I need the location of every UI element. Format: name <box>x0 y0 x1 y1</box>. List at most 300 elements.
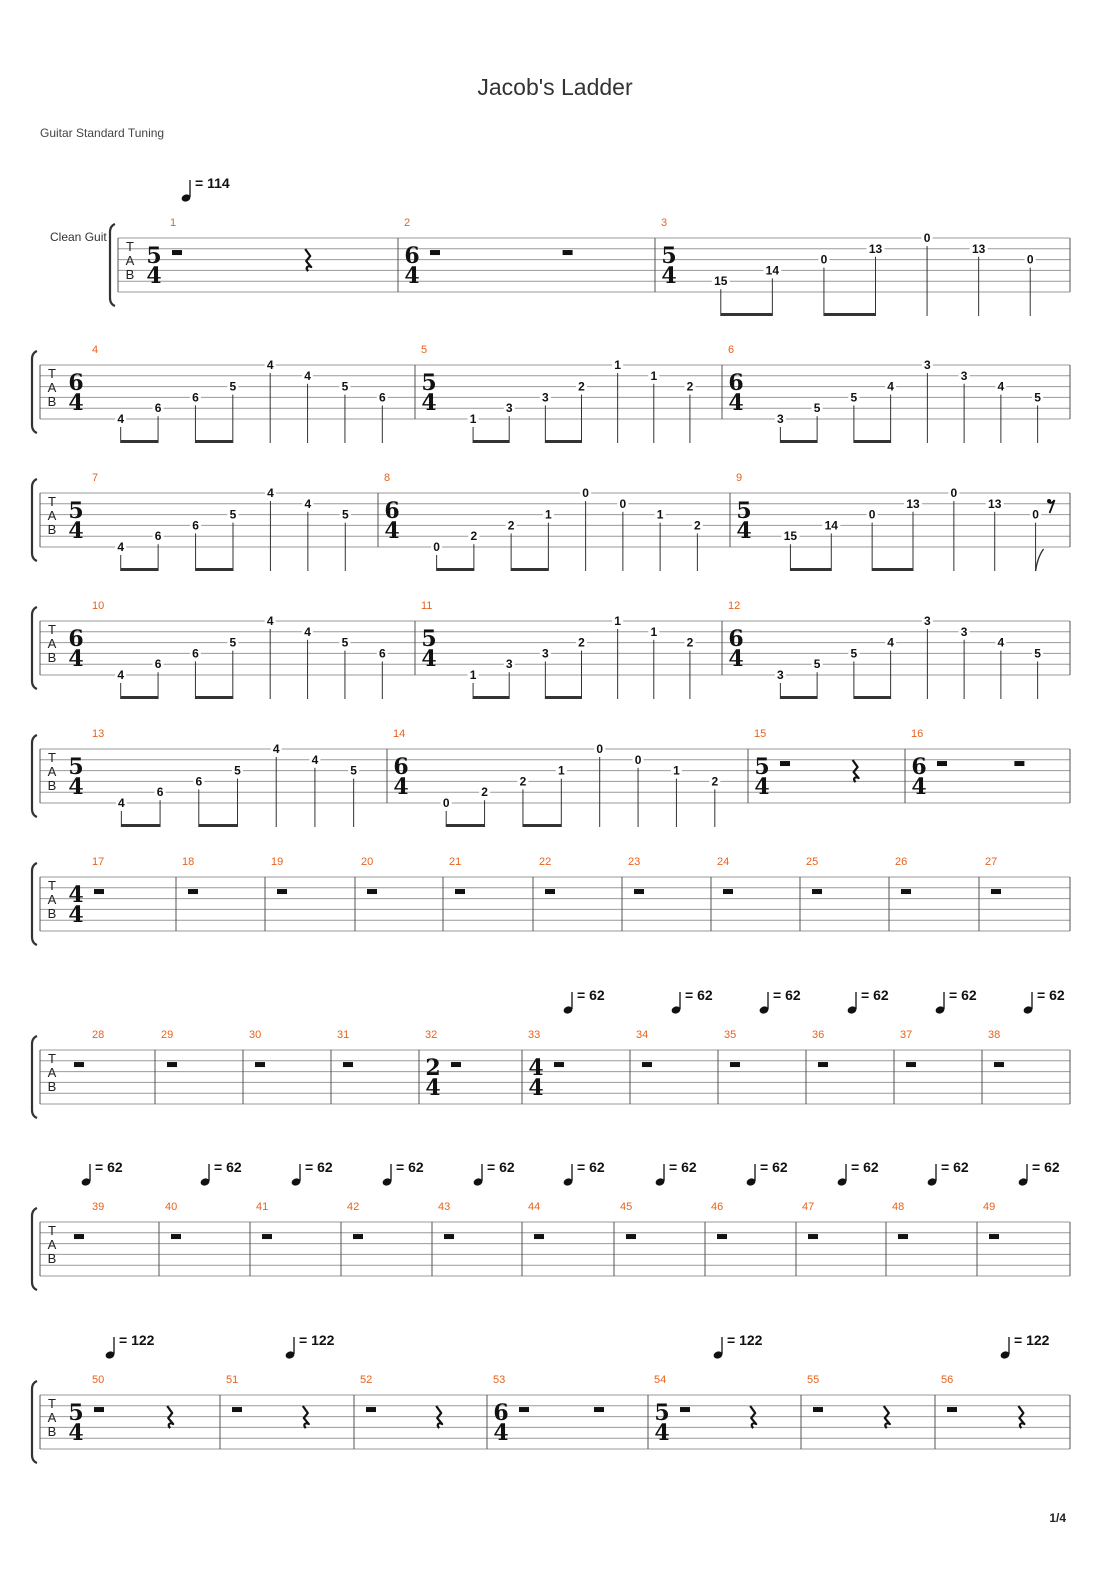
measure-number: 52 <box>360 1374 373 1386</box>
beam <box>523 824 561 827</box>
fret-number: 0 <box>1026 252 1034 267</box>
tab-clef-letter: A <box>47 508 57 523</box>
tempo-marking: = 62 <box>487 1159 515 1175</box>
half-rest <box>366 1407 376 1412</box>
half-rest <box>188 889 198 894</box>
fret-number: 14 <box>824 518 838 533</box>
staff-system <box>110 175 1070 316</box>
system-bracket <box>110 224 115 306</box>
beam <box>121 696 158 699</box>
tempo-marking: = 62 <box>851 1159 879 1175</box>
staff-system <box>32 987 1070 1118</box>
measure-number: 6 <box>728 344 735 356</box>
tempo-marking: = 114 <box>195 175 230 191</box>
measure-number: 9 <box>736 472 743 484</box>
tab-clef-letter: A <box>47 1237 57 1252</box>
time-signature-bottom: 4 <box>68 774 84 800</box>
measure-number: 55 <box>807 1374 820 1386</box>
tab-clef-letter: B <box>47 1079 57 1094</box>
fret-number: 3 <box>777 412 784 426</box>
time-signature-bottom: 4 <box>528 1075 544 1101</box>
measure-number: 12 <box>728 600 741 612</box>
time-signature-top: 5 <box>421 370 437 396</box>
measure-number: 27 <box>985 856 998 868</box>
measure-number: 13 <box>92 728 105 740</box>
fret-number: 3 <box>924 358 931 372</box>
fret-number: 4 <box>267 486 274 500</box>
measure-number: 21 <box>449 856 462 868</box>
time-signature-bottom: 4 <box>493 1420 509 1446</box>
measure-number: 5 <box>421 344 428 356</box>
time-signature-top: 2 <box>425 1055 441 1081</box>
fret-number: 4 <box>118 796 125 810</box>
time-signature-bottom: 4 <box>425 1075 441 1101</box>
fret-number: 4 <box>304 496 312 511</box>
half-rest <box>451 1062 461 1067</box>
tuning-label: Guitar Standard Tuning <box>40 126 165 140</box>
measure-number: 35 <box>724 1029 737 1041</box>
fret-number: 5 <box>229 507 237 522</box>
fret-number: 0 <box>634 752 642 767</box>
time-signature-top: 6 <box>68 626 84 652</box>
fret-number: 6 <box>192 646 199 661</box>
fret-number: 4 <box>266 358 274 372</box>
half-rest <box>808 1234 818 1239</box>
fret-number: 3 <box>505 401 513 416</box>
fret-number: 0 <box>868 507 876 522</box>
time-signature-top: 6 <box>728 626 744 652</box>
fret-number: 15 <box>783 529 798 544</box>
half-rest <box>74 1234 84 1239</box>
fret-number: 4 <box>272 742 280 756</box>
half-rest <box>167 1062 177 1067</box>
fret-number: 5 <box>813 657 821 672</box>
fret-number: 5 <box>341 635 349 650</box>
system-bracket <box>32 863 37 945</box>
beam <box>854 440 891 443</box>
fret-number: 0 <box>619 496 627 511</box>
fret-number: 4 <box>997 635 1005 650</box>
half-rest <box>680 1407 690 1412</box>
tab-clef-letter: B <box>47 522 57 537</box>
time-signature-top: 5 <box>68 1400 84 1426</box>
beam <box>824 313 876 316</box>
measure-number: 15 <box>754 728 767 740</box>
measure-number: 18 <box>182 856 195 868</box>
fret-number: 5 <box>341 379 349 394</box>
half-rest <box>634 889 644 894</box>
instrument-label: Clean Guit <box>50 230 107 244</box>
half-rest <box>232 1407 242 1412</box>
fret-number: 13 <box>906 496 920 511</box>
fret-number: 1 <box>650 624 658 639</box>
half-rest <box>723 889 733 894</box>
measure-number: 24 <box>717 856 730 868</box>
measure-number: 7 <box>92 472 99 484</box>
fret-number: 2 <box>694 518 701 533</box>
fret-number: 2 <box>470 529 478 544</box>
time-signature-top: 6 <box>728 370 744 396</box>
fret-number: 0 <box>950 486 958 500</box>
half-rest <box>642 1062 652 1067</box>
tempo-marking: = 62 <box>95 1159 123 1175</box>
measure-number: 43 <box>438 1201 451 1213</box>
half-rest <box>534 1234 544 1239</box>
fret-number: 4 <box>311 752 319 767</box>
fret-number: 6 <box>378 390 386 405</box>
page-number: 1/4 <box>1049 1511 1066 1525</box>
fret-number: 6 <box>154 529 162 544</box>
half-rest <box>594 1407 604 1412</box>
beam <box>446 824 484 827</box>
song-title: Jacob's Ladder <box>477 74 633 100</box>
half-rest <box>989 1234 999 1239</box>
fret-number: 4 <box>117 412 125 426</box>
staff-system <box>32 600 1070 699</box>
tempo-marking: = 62 <box>305 1159 333 1175</box>
tempo-marking: = 62 <box>685 987 713 1003</box>
fret-number: 2 <box>507 518 515 533</box>
time-signature-bottom: 4 <box>728 390 744 416</box>
time-signature-top: 6 <box>911 754 927 780</box>
tempo-marking: = 62 <box>760 1159 788 1175</box>
time-signature-bottom: 4 <box>661 263 677 289</box>
fret-number: 14 <box>765 263 780 278</box>
time-signature-top: 5 <box>146 243 162 269</box>
system-bracket <box>32 735 37 817</box>
time-signature-top: 4 <box>528 1055 544 1081</box>
tempo-marking: = 122 <box>119 1332 155 1348</box>
beam <box>437 568 474 571</box>
measure-number: 31 <box>337 1029 350 1041</box>
measure-number: 20 <box>361 856 374 868</box>
fret-number: 0 <box>596 742 604 756</box>
measure-number: 47 <box>802 1201 815 1213</box>
tempo-marking: = 62 <box>1037 987 1065 1003</box>
measure-number: 17 <box>92 856 105 868</box>
measure-number: 3 <box>661 217 668 229</box>
staff-system <box>32 344 1070 443</box>
fret-number: 1 <box>650 368 658 383</box>
fret-number: 4 <box>266 614 274 628</box>
fret-number: 1 <box>673 763 680 778</box>
tempo-marking: = 62 <box>773 987 801 1003</box>
fret-number: 4 <box>117 540 125 554</box>
fret-number: 5 <box>229 635 237 650</box>
fret-number: 1 <box>469 412 477 426</box>
fret-number: 6 <box>192 518 199 533</box>
tab-clef-letter: T <box>48 1223 56 1238</box>
time-signature-top: 5 <box>421 626 437 652</box>
tab-clef-letter: A <box>47 892 57 907</box>
fret-number: 2 <box>578 635 585 650</box>
time-signature-bottom: 4 <box>421 390 437 416</box>
staff-system <box>32 1159 1070 1290</box>
system-bracket <box>32 351 37 433</box>
fret-number: 0 <box>442 796 450 810</box>
measure-number: 4 <box>92 344 99 356</box>
time-signature-bottom: 4 <box>68 902 84 928</box>
tempo-marking: = 122 <box>299 1332 335 1348</box>
time-signature-bottom: 4 <box>393 774 409 800</box>
time-signature-top: 5 <box>654 1400 670 1426</box>
fret-number: 15 <box>714 274 728 289</box>
fret-number: 4 <box>997 379 1005 394</box>
measure-number: 56 <box>941 1374 954 1386</box>
tab-clef-letter: A <box>125 253 135 268</box>
tab-clef-letter: A <box>47 764 57 779</box>
fret-number: 13 <box>868 241 883 256</box>
time-signature-top: 4 <box>68 882 84 908</box>
tab-clef-letter: T <box>48 878 56 893</box>
measure-number: 2 <box>404 217 411 229</box>
fret-number: 6 <box>192 390 199 405</box>
half-rest <box>430 250 440 255</box>
beam <box>854 696 891 699</box>
fret-number: 3 <box>542 390 549 405</box>
time-signature-top: 6 <box>404 243 420 269</box>
fret-number: 13 <box>988 496 1002 511</box>
beam <box>121 824 160 827</box>
fret-number: 0 <box>582 486 589 500</box>
time-signature-top: 5 <box>68 498 84 524</box>
half-rest <box>563 250 573 255</box>
tab-clef-letter: T <box>48 750 56 765</box>
fret-number: 3 <box>960 624 968 639</box>
measure-number: 19 <box>271 856 284 868</box>
half-rest <box>172 250 182 255</box>
staff-system <box>32 1332 1070 1463</box>
beam <box>195 440 232 443</box>
half-rest <box>262 1234 272 1239</box>
fret-number: 5 <box>1034 390 1041 405</box>
time-signature-bottom: 4 <box>728 646 744 672</box>
measure-number: 44 <box>528 1201 541 1213</box>
fret-number: 2 <box>519 774 527 789</box>
measure-number: 23 <box>628 856 641 868</box>
tab-clef-letter: T <box>48 494 56 509</box>
time-signature-bottom: 4 <box>654 1420 670 1446</box>
beam <box>780 696 817 699</box>
half-rest <box>994 1062 1004 1067</box>
staff-systems <box>32 175 1070 1463</box>
half-rest <box>730 1062 740 1067</box>
tempo-marking: = 62 <box>396 1159 424 1175</box>
time-signature-bottom: 4 <box>146 263 162 289</box>
half-rest <box>94 1407 104 1412</box>
fret-number: 5 <box>850 646 858 661</box>
measure-number: 28 <box>92 1029 105 1041</box>
tab-clef-letter: A <box>47 380 57 395</box>
beam <box>473 440 509 443</box>
fret-number: 6 <box>154 657 162 672</box>
fret-number: 5 <box>229 379 237 394</box>
half-rest <box>626 1234 636 1239</box>
tempo-marking: = 62 <box>861 987 889 1003</box>
tab-clef-letter: B <box>47 1424 57 1439</box>
fret-number: 3 <box>960 368 968 383</box>
half-rest <box>947 1407 957 1412</box>
time-signature-bottom: 4 <box>754 774 770 800</box>
measure-number: 11 <box>421 600 433 612</box>
measure-number: 10 <box>92 600 105 612</box>
measure-number: 53 <box>493 1374 506 1386</box>
tab-clef-letter: A <box>47 1065 57 1080</box>
fret-number: 13 <box>971 241 986 256</box>
measure-number: 42 <box>347 1201 360 1213</box>
beam <box>780 440 817 443</box>
time-signature-top: 5 <box>661 243 677 269</box>
tab-clef-letter: A <box>47 636 57 651</box>
tab-clef-letter: T <box>48 622 56 637</box>
measure-number: 25 <box>806 856 819 868</box>
tempo-marking: = 122 <box>727 1332 763 1348</box>
fret-number: 0 <box>433 540 440 554</box>
measure-number: 8 <box>384 472 391 484</box>
half-rest <box>901 889 911 894</box>
measure-number: 39 <box>92 1201 105 1213</box>
fret-number: 3 <box>505 657 513 672</box>
tempo-marking: = 62 <box>577 987 605 1003</box>
tempo-marking: = 62 <box>1032 1159 1060 1175</box>
fret-number: 3 <box>777 668 784 682</box>
half-rest <box>519 1407 529 1412</box>
time-signature-bottom: 4 <box>384 518 400 544</box>
fret-number: 2 <box>686 379 694 394</box>
half-rest <box>74 1062 84 1067</box>
time-signature-top: 6 <box>393 754 409 780</box>
fret-number: 1 <box>614 614 621 628</box>
system-bracket <box>32 1208 37 1290</box>
fret-number: 1 <box>656 507 664 522</box>
tab-clef-letter: B <box>47 1251 57 1266</box>
fret-number: 1 <box>545 507 552 522</box>
staff-system <box>32 856 1070 945</box>
tempo-marking: = 62 <box>669 1159 697 1175</box>
measure-number: 34 <box>636 1029 649 1041</box>
fret-number: 5 <box>341 507 349 522</box>
time-signature-top: 6 <box>493 1400 509 1426</box>
fret-number: 2 <box>711 774 719 789</box>
fret-number: 1 <box>469 668 477 682</box>
fret-number: 5 <box>813 401 821 416</box>
fret-number: 5 <box>350 763 357 778</box>
fret-number: 4 <box>887 635 894 650</box>
half-rest <box>818 1062 828 1067</box>
measure-number: 33 <box>528 1029 541 1041</box>
fret-number: 1 <box>557 763 565 778</box>
tab-clef-letter: T <box>48 366 56 381</box>
beam <box>195 696 232 699</box>
beam <box>545 696 581 699</box>
fret-number: 4 <box>887 379 894 394</box>
half-rest <box>545 889 555 894</box>
fret-number: 4 <box>117 668 125 682</box>
half-rest <box>812 889 822 894</box>
fret-number: 0 <box>820 252 828 267</box>
time-signature-top: 5 <box>754 754 770 780</box>
tab-clef-letter: B <box>47 650 57 665</box>
system-bracket <box>32 607 37 689</box>
fret-number: 0 <box>923 231 931 245</box>
tempo-marking: = 62 <box>214 1159 242 1175</box>
tempo-marking: = 62 <box>941 1159 969 1175</box>
half-rest <box>780 761 790 766</box>
measure-number: 37 <box>900 1029 913 1041</box>
half-rest <box>898 1234 908 1239</box>
tab-clef-letter: B <box>47 394 57 409</box>
half-rest <box>343 1062 353 1067</box>
beam <box>121 568 158 571</box>
beam <box>872 568 913 571</box>
note-flag <box>1036 549 1044 571</box>
time-signature-bottom: 4 <box>68 390 84 416</box>
fret-number: 2 <box>578 379 585 394</box>
measure-number: 48 <box>892 1201 905 1213</box>
fret-number: 3 <box>924 614 931 628</box>
time-signature-top: 6 <box>68 370 84 396</box>
time-signature-top: 5 <box>68 754 84 780</box>
measure-number: 32 <box>425 1029 438 1041</box>
system-bracket <box>32 1036 37 1118</box>
fret-number: 2 <box>686 635 694 650</box>
tab-clef-letter: B <box>47 906 57 921</box>
time-signature-top: 6 <box>384 498 400 524</box>
measure-number: 36 <box>812 1029 825 1041</box>
beam <box>199 824 238 827</box>
half-rest <box>367 889 377 894</box>
measure-number: 50 <box>92 1374 105 1386</box>
system-bracket <box>32 1381 37 1463</box>
fret-number: 2 <box>481 785 488 800</box>
eighth-rest-dot <box>1047 499 1051 503</box>
beam <box>790 568 831 571</box>
fret-number: 0 <box>1032 507 1039 522</box>
half-rest <box>554 1062 564 1067</box>
fret-number: 6 <box>195 774 203 789</box>
staff-system <box>32 472 1070 571</box>
measure-number: 51 <box>226 1374 239 1386</box>
tab-clef-letter: B <box>125 267 135 282</box>
tab-clef-letter: T <box>48 1396 56 1411</box>
measure-number: 54 <box>654 1374 667 1386</box>
staff-system <box>32 728 1070 827</box>
fret-number: 4 <box>304 368 311 383</box>
time-signature-bottom: 4 <box>68 1420 84 1446</box>
measure-number: 14 <box>393 728 406 740</box>
time-signature-bottom: 4 <box>68 518 84 544</box>
half-rest <box>171 1234 181 1239</box>
fret-number: 5 <box>850 390 858 405</box>
time-signature-bottom: 4 <box>911 774 927 800</box>
fret-number: 1 <box>614 358 621 372</box>
measure-number: 46 <box>711 1201 724 1213</box>
fret-number: 5 <box>1034 646 1041 661</box>
time-signature-bottom: 4 <box>736 518 752 544</box>
tab-clef-letter: A <box>47 1410 57 1425</box>
measure-number: 1 <box>170 217 177 229</box>
beam <box>511 568 548 571</box>
fret-number: 6 <box>378 646 386 661</box>
tab-clef-letter: T <box>48 1051 56 1066</box>
time-signature-top: 5 <box>736 498 752 524</box>
fret-number: 4 <box>304 624 311 639</box>
beam <box>196 568 233 571</box>
beam <box>721 313 773 316</box>
time-signature-bottom: 4 <box>68 646 84 672</box>
half-rest <box>937 761 947 766</box>
half-rest <box>277 889 287 894</box>
